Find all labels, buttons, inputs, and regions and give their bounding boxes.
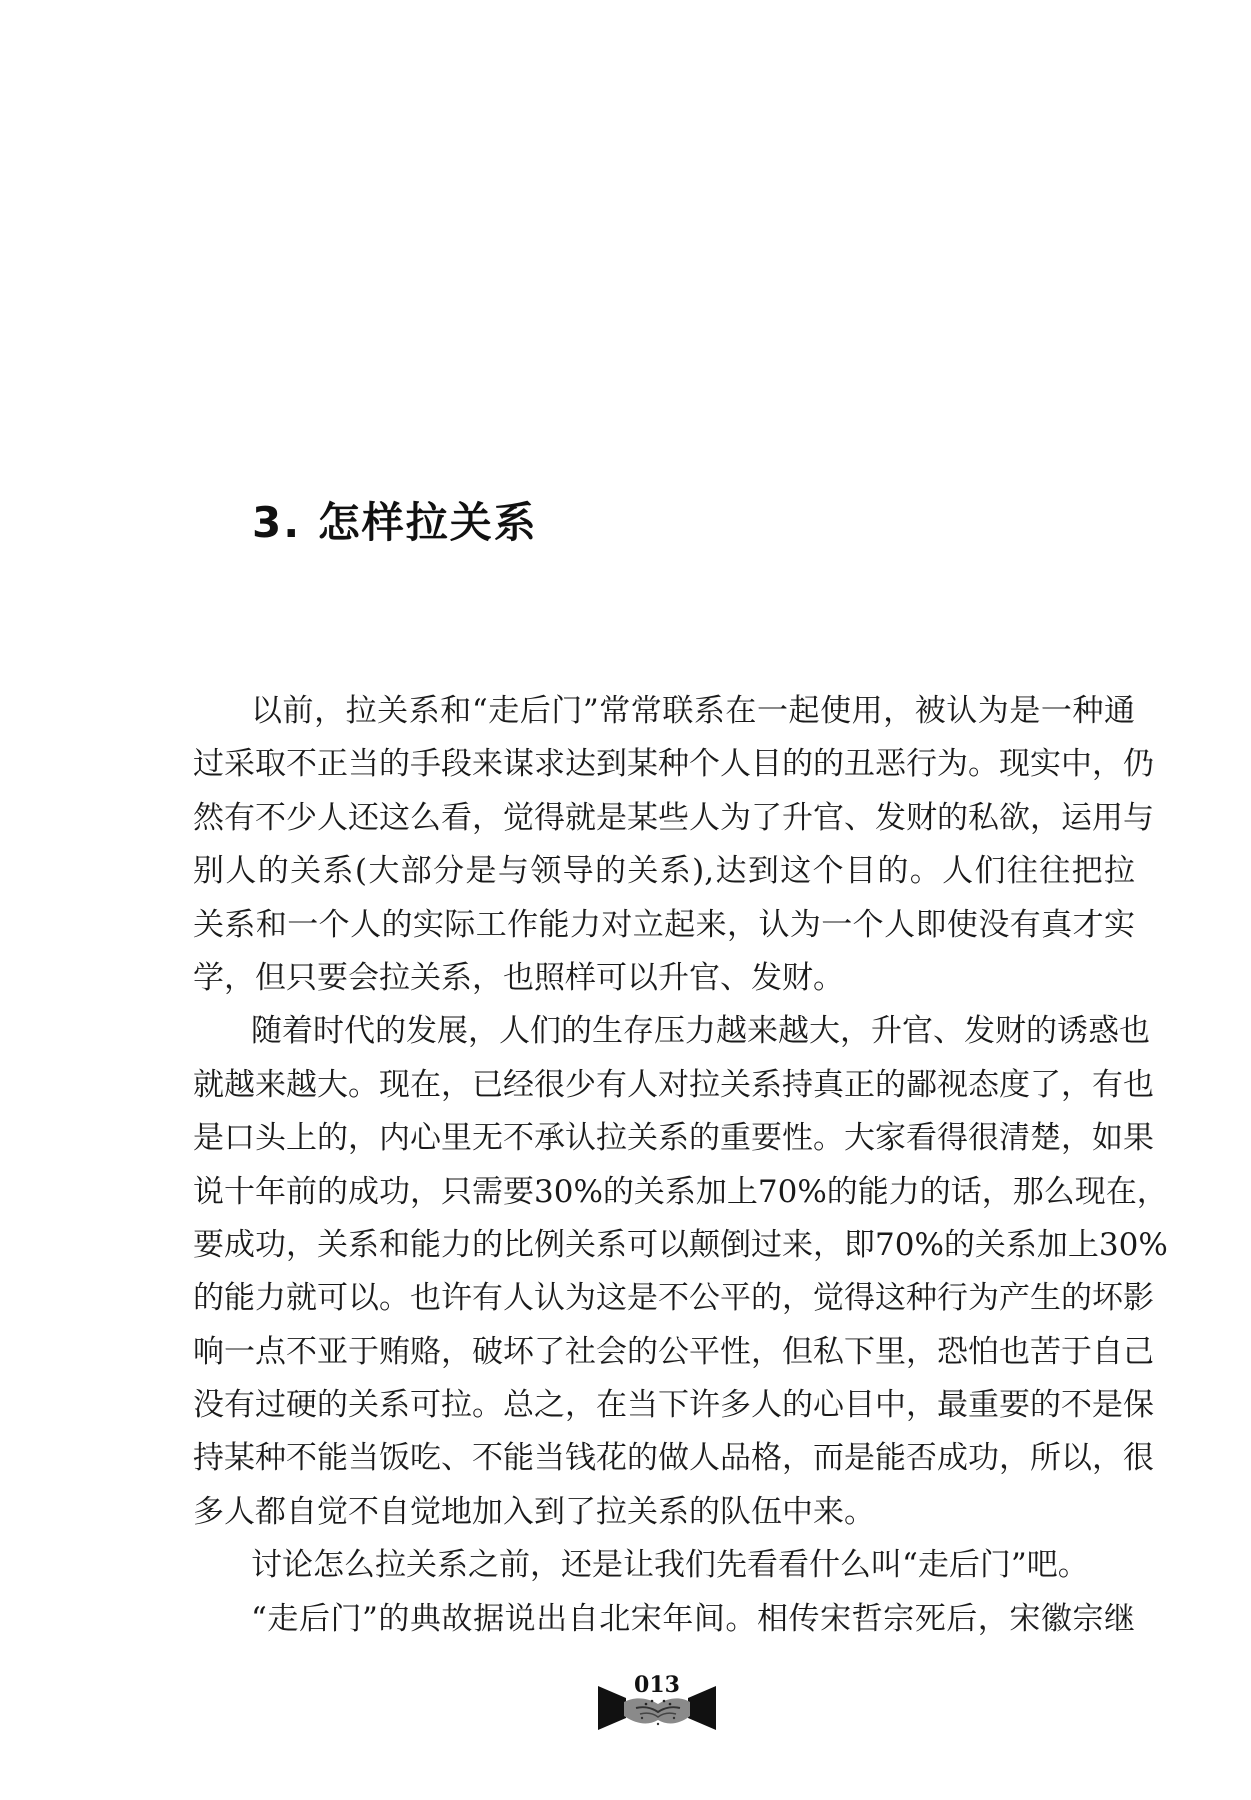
paragraph-2-line-6: 的能力就可以。也许有人认为这是不公平的，觉得这种行为产生的坏影 xyxy=(193,1280,1154,1317)
paragraph-2-line-8: 没有过硬的关系可拉。总之，在当下许多人的心目中，最重要的不是保 xyxy=(193,1387,1154,1424)
paragraph-2-line-2: 就越来越大。现在，已经很少有人对拉关系持真正的鄙视态度了，有也 xyxy=(193,1066,1154,1103)
page-folio xyxy=(596,1668,718,1736)
chapter-title: 3. 怎样拉关系 xyxy=(252,498,538,547)
page-number: 013 xyxy=(634,1672,680,1698)
paragraph-1-line-1: 以前，拉关系和“走后门”常常联系在一起使用，被认为是一种通 xyxy=(251,693,1135,729)
paragraph-2-line-4: 说十年前的成功，只需要30%的关系加上70%的能力的话，那么现在， xyxy=(193,1173,1168,1210)
paragraph-2-line-1: 随着时代的发展，人们的生存压力越来越大，升官、发财的诱惑也 xyxy=(251,1013,1150,1050)
paragraph-4-line-1: “走后门”的典故据说出自北宋年间。相传宋哲宗死后，宋徽宗继 xyxy=(251,1600,1135,1637)
paragraph-2-line-10: 多人都自觉不自觉地加入到了拉关系的队伍中来。 xyxy=(193,1493,875,1530)
paragraph-1-line-4: 别人的关系(大部分是与领导的关系),达到这个目的。人们往往把拉 xyxy=(193,853,1135,890)
paragraph-3-line-1: 讨论怎么拉关系之前，还是让我们先看看什么叫“走后门”吧。 xyxy=(251,1547,1089,1584)
paragraph-2-line-5: 要成功，关系和能力的比例关系可以颠倒过来，即70%的关系加上30% xyxy=(193,1226,1168,1263)
paragraph-1-line-2: 过采取不正当的手段来谋求达到某种个人目的的丑恶行为。现实中，仍 xyxy=(193,746,1154,783)
paragraph-2-line-7: 响一点不亚于贿赂，破坏了社会的公平性，但私下里，恐怕也苦于自己 xyxy=(193,1333,1154,1370)
paragraph-1-line-5: 关系和一个人的实际工作能力对立起来，认为一个人即使没有真才实 xyxy=(193,906,1135,943)
body-text xyxy=(193,685,1168,1646)
paragraph-2-line-9: 持某种不能当饭吃、不能当钱花的做人品格，而是能否成功，所以，很 xyxy=(193,1440,1154,1477)
paragraph-2-line-3: 是口头上的，内心里无不承认拉关系的重要性。大家看得很清楚，如果 xyxy=(193,1120,1154,1157)
paragraph-1-line-6: 学，但只要会拉关系，也照样可以升官、发财。 xyxy=(193,959,844,996)
paragraph-1-line-3: 然有不少人还这么看，觉得就是某些人为了升官、发财的私欲，运用与 xyxy=(193,799,1154,836)
